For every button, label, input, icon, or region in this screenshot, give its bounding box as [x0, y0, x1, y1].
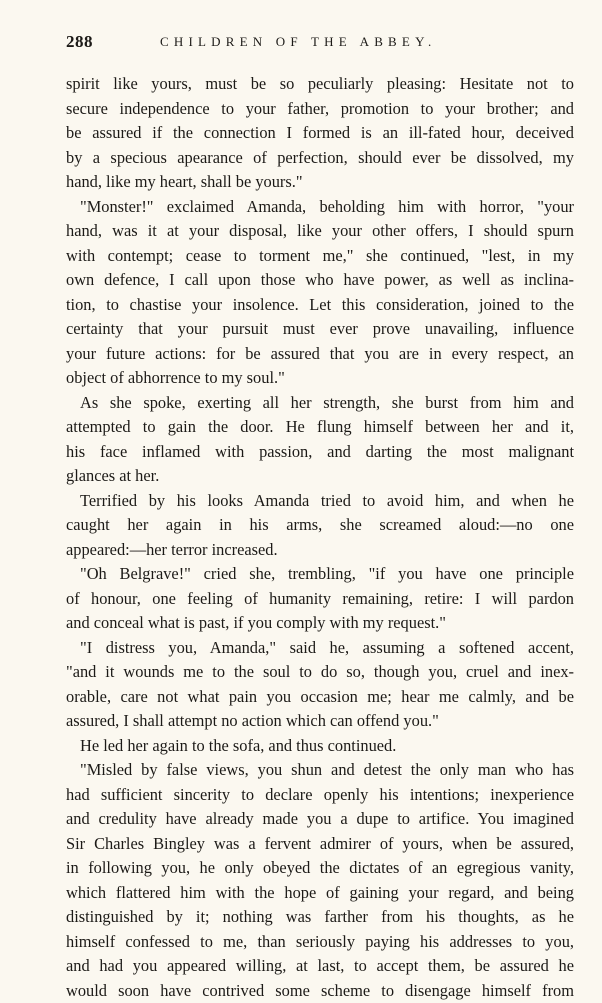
- text-line: tion, to chastise your insolence. Let this consideration, joined to the: [66, 293, 574, 318]
- text-line: spirit like yours, must be so peculiarly pleasing: Hesitate not to: [66, 72, 574, 97]
- text-line: be assured if the connection I formed is an ill-fated hour, deceived: [66, 121, 574, 146]
- text-line: orable, care not what pain you occasion me; hear me calmly, and be: [66, 685, 574, 710]
- text-line: glances at her.: [66, 464, 574, 489]
- text-line: his face inflamed with passion, and darting the most malignant: [66, 440, 574, 465]
- text-line: hand, was it at your disposal, like your other offers, I should spurn: [66, 219, 574, 244]
- text-line: in following you, he only obeyed the dictates of an egregious vanity,: [66, 856, 574, 881]
- text-line: "Oh Belgrave!" cried she, trembling, "if you have one principle: [66, 562, 574, 587]
- text-line: As she spoke, exerting all her strength, she burst from him and: [66, 391, 574, 416]
- text-line: and conceal what is past, if you comply with my request.": [66, 611, 574, 636]
- text-line: "I distress you, Amanda," said he, assuming a softened accent,: [66, 636, 574, 661]
- text-line: which flattered him with the hope of gaining your regard, and being: [66, 881, 574, 906]
- text-line: of honour, one feeling of humanity remaining, retire: I will pardon: [66, 587, 574, 612]
- text-line: would soon have contrived some scheme to disengage himself from: [66, 979, 574, 1003]
- text-line: himself confessed to me, than seriously paying his addresses to you,: [66, 930, 574, 955]
- text-line: own defence, I call upon those who have power, as well as inclina-: [66, 268, 574, 293]
- text-line: your future actions: for be assured that you are in every respect, an: [66, 342, 574, 367]
- text-line: and had you appeared willing, at last, to accept them, be assured he: [66, 954, 574, 979]
- text-line: and credulity have already made you a dupe to artifice. You imagined: [66, 807, 574, 832]
- text-line: "Misled by false views, you shun and detest the only man who has: [66, 758, 574, 783]
- text-line: Sir Charles Bingley was a fervent admirer of yours, when be assured,: [66, 832, 574, 857]
- text-line: "Monster!" exclaimed Amanda, beholding him with horror, "your: [66, 195, 574, 220]
- running-title: CHILDREN OF THE ABBEY.: [160, 34, 436, 50]
- text-line: object of abhorrence to my soul.": [66, 366, 574, 391]
- text-line: distinguished by it; nothing was farther from his thoughts, as he: [66, 905, 574, 930]
- text-line: "and it wounds me to the soul to do so, though you, cruel and inex-: [66, 660, 574, 685]
- text-line: certainty that your pursuit must ever prove unavailing, influence: [66, 317, 574, 342]
- text-line: caught her again in his arms, she screamed aloud:—no one: [66, 513, 574, 538]
- page-number: 288: [66, 32, 93, 52]
- text-line: by a specious apearance of perfection, should ever be dissolved, my: [66, 146, 574, 171]
- text-line: secure independence to your father, promotion to your brother; and: [66, 97, 574, 122]
- text-line: with contempt; cease to torment me," she continued, "lest, in my: [66, 244, 574, 269]
- text-line: Terrified by his looks Amanda tried to avoid him, and when he: [66, 489, 574, 514]
- body-text: [66, 72, 574, 1003]
- text-line: had sufficient sincerity to declare openly his intentions; inexperience: [66, 783, 574, 808]
- text-line: hand, like my heart, shall be yours.": [66, 170, 574, 195]
- text-line: attempted to gain the door. He flung himself between her and it,: [66, 415, 574, 440]
- text-line: assured, I shall attempt no action which can offend you.": [66, 709, 574, 734]
- text-line: He led her again to the sofa, and thus continued.: [66, 734, 574, 759]
- text-line: appeared:—her terror increased.: [66, 538, 574, 563]
- running-head: [66, 32, 586, 54]
